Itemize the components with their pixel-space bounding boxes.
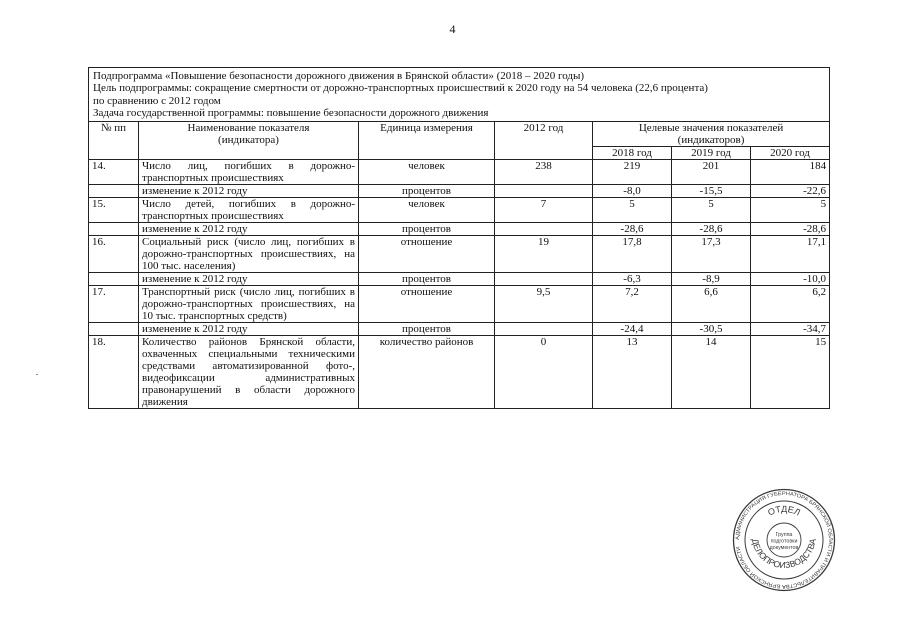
cell-name: изменение к 2012 году xyxy=(139,323,359,336)
cell-2020: 5 xyxy=(751,198,830,223)
goal-line-1: Цель подпрограммы: сокращение смертности от дорожно-транспортных происшествий к 2020 году на 54 человека (22,6 процента) xyxy=(93,82,708,95)
stamp-ring-text: АДМИНИСТРАЦИЯ ГУБЕРНАТОРА БРЯНСКОЙ ОБЛАСТИ И ПРАВИТЕЛЬСТВА БРЯНСКОЙ ОБЛАСТИ xyxy=(734,490,834,590)
table-row xyxy=(89,286,830,323)
table-row xyxy=(89,323,830,336)
cell-base: 0 xyxy=(495,336,593,409)
col-header-targets xyxy=(593,122,830,147)
cell-2019: 14 xyxy=(672,336,751,409)
cell-2019: 17,3 xyxy=(672,236,751,273)
cell-base: 19 xyxy=(495,236,593,273)
page-number: 4 xyxy=(449,22,456,36)
stamp-center-line2: подготовки xyxy=(770,538,798,545)
cell-2018: 5 xyxy=(593,198,672,223)
col-header-unit: Единица измерения xyxy=(359,122,495,160)
indicators-table xyxy=(88,67,830,409)
cell-base xyxy=(495,185,593,198)
cell-num xyxy=(89,185,139,198)
cell-2019: 5 xyxy=(672,198,751,223)
stamp-arc-bottom: ДЕЛОПРОИЗВОДСТВА xyxy=(750,537,818,571)
col-header-num: № пп xyxy=(89,122,139,160)
cell-2020: 6,2 xyxy=(751,286,830,323)
col-header-targets-line2: (индикаторов) xyxy=(677,134,745,147)
cell-2018: 219 xyxy=(593,160,672,185)
goal-line-2: по сравнению с 2012 годом xyxy=(93,94,221,107)
table-row xyxy=(89,185,830,198)
table-row xyxy=(89,223,830,236)
cell-2020: 17,1 xyxy=(751,236,830,273)
cell-2019: 6,6 xyxy=(672,286,751,323)
cell-2020: -28,6 xyxy=(751,223,830,236)
cell-2020: 15 xyxy=(751,336,830,409)
table-row xyxy=(89,273,830,286)
cell-num: 14. xyxy=(89,160,139,185)
cell-2018: 13 xyxy=(593,336,672,409)
table-banner xyxy=(89,68,830,122)
stamp-center-line1: Группа xyxy=(775,532,793,538)
col-header-targets-line1: Целевые значения показателей xyxy=(638,122,784,135)
cell-unit: человек xyxy=(359,198,495,223)
header-row xyxy=(89,122,830,147)
col-header-name xyxy=(139,122,359,160)
stamp-arc-top: ОТДЕЛ xyxy=(766,503,802,518)
table-banner-row xyxy=(89,68,830,122)
cell-name: изменение к 2012 году xyxy=(139,185,359,198)
cell-2019: -8,9 xyxy=(672,273,751,286)
cell-2019: 201 xyxy=(672,160,751,185)
cell-2020: -34,7 xyxy=(751,323,830,336)
cell-base: 238 xyxy=(495,160,593,185)
cell-name: Транспортный риск (число лиц, погибших в дорожно-транспортных происшествиях, на 10 тыс. транспортных средств) xyxy=(139,286,359,323)
cell-2018: 17,8 xyxy=(593,236,672,273)
col-header-name-line2: (индикатора) xyxy=(218,134,279,147)
cell-2018: -6,3 xyxy=(593,273,672,286)
cell-num: 18. xyxy=(89,336,139,409)
cell-num xyxy=(89,273,139,286)
table-row xyxy=(89,160,830,185)
cell-num: 17. xyxy=(89,286,139,323)
cell-name: изменение к 2012 году xyxy=(139,223,359,236)
cell-name: изменение к 2012 году xyxy=(139,273,359,286)
cell-2018: -24,4 xyxy=(593,323,672,336)
cell-2018: 7,2 xyxy=(593,286,672,323)
table-row xyxy=(89,336,830,409)
stamp-center-line3: документов xyxy=(769,545,799,551)
cell-unit: человек xyxy=(359,160,495,185)
cell-base xyxy=(495,223,593,236)
cell-unit: процентов xyxy=(359,185,495,198)
cell-unit: количество районов xyxy=(359,336,495,409)
cell-unit: отношение xyxy=(359,236,495,273)
cell-unit: процентов xyxy=(359,223,495,236)
cell-base: 9,5 xyxy=(495,286,593,323)
cell-name: Количество районов Брянской области, охваченных специальными техническими средствами автоматизированной фото-, видеофиксации административных правонарушений в области дорожного движения xyxy=(139,336,359,409)
subprogram-title: Подпрограмма «Повышение безопасности дорожного движения в Брянской области» (2018 – 2020 годы) xyxy=(93,70,585,82)
cell-2020: 184 xyxy=(751,160,830,185)
table-row xyxy=(89,198,830,223)
cell-base xyxy=(495,323,593,336)
cell-num: 16. xyxy=(89,236,139,273)
cell-base: 7 xyxy=(495,198,593,223)
col-header-2019: 2019 год xyxy=(672,147,751,160)
cell-2019: -15,5 xyxy=(672,185,751,198)
col-header-2020: 2020 год xyxy=(751,147,830,160)
cell-unit: процентов xyxy=(359,273,495,286)
cell-num xyxy=(89,223,139,236)
cell-2018: -28,6 xyxy=(593,223,672,236)
col-header-base: 2012 год xyxy=(495,122,593,160)
cell-name: Число лиц, погибших в дорожно-транспортных происшествиях xyxy=(139,160,359,185)
cell-base xyxy=(495,273,593,286)
cell-unit: процентов xyxy=(359,323,495,336)
scan-speck xyxy=(36,374,38,375)
task-line: Задача государственной программы: повышение безопасности дорожного движения xyxy=(93,106,489,119)
cell-2018: -8,0 xyxy=(593,185,672,198)
col-header-name-line1: Наименование показателя xyxy=(187,122,310,135)
cell-num: 15. xyxy=(89,198,139,223)
cell-2019: -28,6 xyxy=(672,223,751,236)
table-row xyxy=(89,236,830,273)
cell-num xyxy=(89,323,139,336)
cell-2020: -10,0 xyxy=(751,273,830,286)
cell-2019: -30,5 xyxy=(672,323,751,336)
cell-unit: отношение xyxy=(359,286,495,323)
cell-name: Социальный риск (число лиц, погибших в дорожно-транспортных происшествиях, на 100 тыс. населения) xyxy=(139,236,359,273)
col-header-2018: 2018 год xyxy=(593,147,672,160)
office-stamp xyxy=(732,488,836,592)
cell-2020: -22,6 xyxy=(751,185,830,198)
cell-name: Число детей, погибших в дорожно-транспортных происшествиях xyxy=(139,198,359,223)
